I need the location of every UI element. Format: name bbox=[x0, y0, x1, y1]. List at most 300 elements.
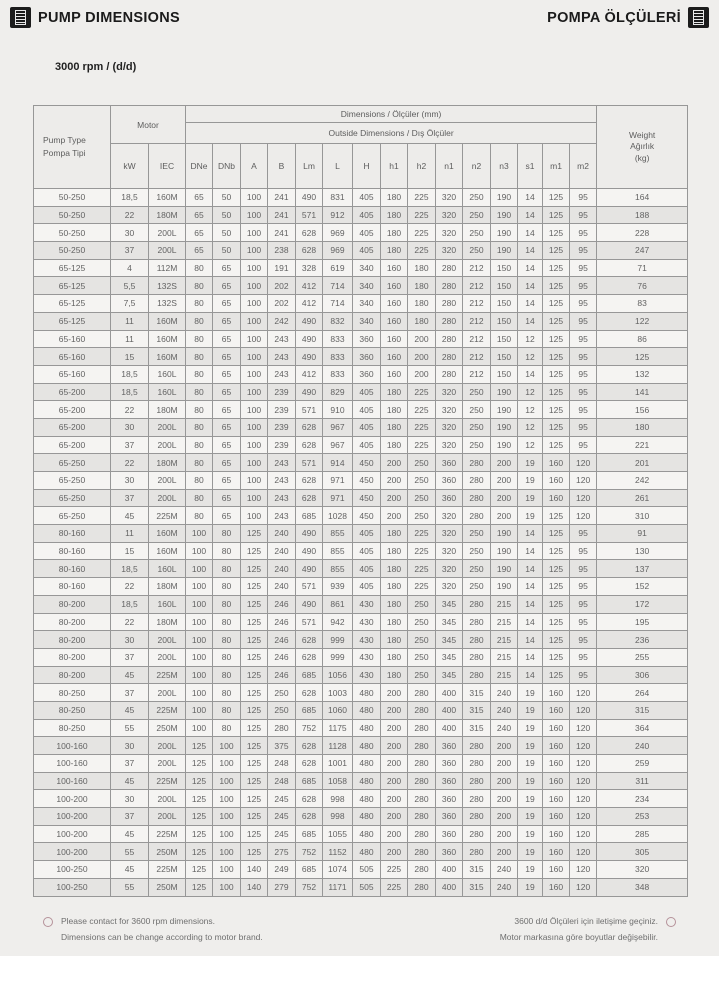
cell-pump-type: 65-160 bbox=[34, 330, 111, 348]
cell-value: 125 bbox=[543, 277, 570, 295]
table-row bbox=[34, 348, 688, 366]
cell-value: 22 bbox=[111, 613, 149, 631]
cell-value: 45 bbox=[111, 825, 149, 843]
cell-value: 11 bbox=[111, 525, 149, 543]
cell-value: 100 bbox=[241, 436, 268, 454]
cell-value: 12 bbox=[518, 401, 543, 419]
cell-value: 340 bbox=[353, 295, 381, 313]
dimensions-table-wrap bbox=[33, 105, 688, 897]
cell-value: 405 bbox=[353, 401, 381, 419]
cell-value: 160 bbox=[381, 365, 408, 383]
cell-value: 320 bbox=[436, 560, 463, 578]
cell-value: 246 bbox=[268, 631, 296, 649]
cell-value: 375 bbox=[268, 737, 296, 755]
cell-value: 160M bbox=[149, 525, 186, 543]
table-row bbox=[34, 648, 688, 666]
cell-value: 125 bbox=[186, 755, 213, 773]
cell-value: 320 bbox=[436, 206, 463, 224]
cell-value: 120 bbox=[570, 701, 597, 719]
cell-value: 490 bbox=[296, 560, 323, 578]
cell-value: 315 bbox=[463, 719, 491, 737]
cell-value: 125 bbox=[186, 790, 213, 808]
cell-value: 480 bbox=[353, 772, 381, 790]
cell-value: 200L bbox=[149, 489, 186, 507]
cell-pump-type: 65-160 bbox=[34, 348, 111, 366]
cell-value: 215 bbox=[491, 631, 518, 649]
col-header-pump-type: Pump Type Pompa Tipi bbox=[34, 106, 111, 189]
cell-value: 45 bbox=[111, 507, 149, 525]
cell-value: 140 bbox=[241, 878, 268, 896]
cell-weight: 315 bbox=[597, 701, 688, 719]
cell-value: 80 bbox=[186, 295, 213, 313]
cell-value: 100 bbox=[186, 578, 213, 596]
cell-value: 490 bbox=[296, 542, 323, 560]
cell-value: 225 bbox=[408, 206, 436, 224]
cell-value: 912 bbox=[323, 206, 353, 224]
cell-value: 65 bbox=[213, 330, 241, 348]
cell-value: 480 bbox=[353, 719, 381, 737]
cell-value: 200 bbox=[381, 843, 408, 861]
cell-pump-type: 100-200 bbox=[34, 790, 111, 808]
cell-value: 315 bbox=[463, 701, 491, 719]
cell-value: 248 bbox=[268, 772, 296, 790]
cell-value: 280 bbox=[463, 666, 491, 684]
cell-value: 685 bbox=[296, 701, 323, 719]
cell-value: 619 bbox=[323, 259, 353, 277]
cell-value: 95 bbox=[570, 542, 597, 560]
cell-value: 939 bbox=[323, 578, 353, 596]
cell-value: 280 bbox=[408, 684, 436, 702]
cell-value: 95 bbox=[570, 648, 597, 666]
cell-pump-type: 100-250 bbox=[34, 861, 111, 879]
cell-value: 80 bbox=[213, 719, 241, 737]
cell-value: 212 bbox=[463, 259, 491, 277]
cell-value: 18,5 bbox=[111, 189, 149, 207]
cell-value: 360 bbox=[436, 472, 463, 490]
cell-value: 14 bbox=[518, 631, 543, 649]
cell-value: 95 bbox=[570, 418, 597, 436]
cell-value: 100 bbox=[213, 772, 241, 790]
cell-value: 490 bbox=[296, 595, 323, 613]
cell-value: 15 bbox=[111, 348, 149, 366]
cell-value: 400 bbox=[436, 861, 463, 879]
table-row bbox=[34, 330, 688, 348]
cell-value: 80 bbox=[186, 418, 213, 436]
cell-value: 65 bbox=[213, 418, 241, 436]
cell-value: 400 bbox=[436, 719, 463, 737]
cell-value: 180M bbox=[149, 613, 186, 631]
cell-value: 280 bbox=[408, 790, 436, 808]
col-header-kw: kW bbox=[111, 144, 149, 189]
cell-value: 19 bbox=[518, 684, 543, 702]
cell-value: 280 bbox=[463, 631, 491, 649]
cell-value: 14 bbox=[518, 613, 543, 631]
col-header-n2: n2 bbox=[463, 144, 491, 189]
cell-value: 125 bbox=[543, 401, 570, 419]
page-title-tr: POMPA ÖLÇÜLERİ bbox=[547, 9, 681, 26]
cell-value: 160M bbox=[149, 330, 186, 348]
cell-value: 95 bbox=[570, 312, 597, 330]
cell-value: 100 bbox=[241, 206, 268, 224]
cell-value: 12 bbox=[518, 383, 543, 401]
cell-value: 275 bbox=[268, 843, 296, 861]
cell-weight: 195 bbox=[597, 613, 688, 631]
footer-note-tr-2: Motor markasına göre boyutlar değişebilir. bbox=[499, 932, 658, 942]
table-row bbox=[34, 224, 688, 242]
cell-value: 100 bbox=[186, 666, 213, 684]
cell-value: 430 bbox=[353, 631, 381, 649]
cell-value: 1056 bbox=[323, 666, 353, 684]
cell-value: 225 bbox=[408, 383, 436, 401]
cell-value: 150 bbox=[491, 312, 518, 330]
cell-pump-type: 80-160 bbox=[34, 578, 111, 596]
table-row bbox=[34, 825, 688, 843]
cell-value: 861 bbox=[323, 595, 353, 613]
cell-value: 1003 bbox=[323, 684, 353, 702]
cell-value: 80 bbox=[213, 648, 241, 666]
cell-value: 190 bbox=[491, 242, 518, 260]
cell-value: 250 bbox=[408, 454, 436, 472]
table-row bbox=[34, 666, 688, 684]
cell-weight: 130 bbox=[597, 542, 688, 560]
cell-weight: 86 bbox=[597, 330, 688, 348]
cell-value: 831 bbox=[323, 189, 353, 207]
cell-value: 243 bbox=[268, 507, 296, 525]
cell-value: 971 bbox=[323, 489, 353, 507]
table-row bbox=[34, 401, 688, 419]
cell-value: 320 bbox=[436, 542, 463, 560]
cell-weight: 141 bbox=[597, 383, 688, 401]
cell-value: 95 bbox=[570, 525, 597, 543]
cell-value: 345 bbox=[436, 648, 463, 666]
cell-value: 5,5 bbox=[111, 277, 149, 295]
cell-pump-type: 100-200 bbox=[34, 843, 111, 861]
cell-value: 160 bbox=[543, 755, 570, 773]
table-row bbox=[34, 701, 688, 719]
cell-value: 239 bbox=[268, 436, 296, 454]
table-row bbox=[34, 259, 688, 277]
cell-value: 22 bbox=[111, 206, 149, 224]
cell-value: 80 bbox=[186, 277, 213, 295]
cell-value: 628 bbox=[296, 242, 323, 260]
col-header-m1: m1 bbox=[543, 144, 570, 189]
cell-value: 65 bbox=[213, 436, 241, 454]
cell-value: 628 bbox=[296, 790, 323, 808]
cell-value: 243 bbox=[268, 472, 296, 490]
cell-value: 18,5 bbox=[111, 365, 149, 383]
table-row bbox=[34, 808, 688, 826]
cell-value: 250 bbox=[408, 595, 436, 613]
cell-value: 11 bbox=[111, 312, 149, 330]
cell-value: 132S bbox=[149, 277, 186, 295]
cell-value: 969 bbox=[323, 242, 353, 260]
cell-value: 100 bbox=[241, 454, 268, 472]
cell-value: 250 bbox=[408, 489, 436, 507]
cell-value: 100 bbox=[186, 684, 213, 702]
cell-value: 125 bbox=[241, 560, 268, 578]
cell-value: 180M bbox=[149, 454, 186, 472]
cell-value: 714 bbox=[323, 277, 353, 295]
cell-value: 405 bbox=[353, 436, 381, 454]
cell-value: 65 bbox=[213, 295, 241, 313]
cell-value: 19 bbox=[518, 843, 543, 861]
cell-value: 125 bbox=[543, 507, 570, 525]
cell-value: 80 bbox=[186, 365, 213, 383]
col-header-dnb: DNb bbox=[213, 144, 241, 189]
col-header-dimensions: Dimensions / Ölçüler (mm) bbox=[186, 106, 597, 123]
cell-value: 480 bbox=[353, 737, 381, 755]
cell-value: 250 bbox=[463, 242, 491, 260]
cell-value: 405 bbox=[353, 224, 381, 242]
cell-value: 160 bbox=[381, 259, 408, 277]
cell-value: 95 bbox=[570, 242, 597, 260]
cell-value: 19 bbox=[518, 772, 543, 790]
cell-value: 80 bbox=[186, 383, 213, 401]
cell-value: 280 bbox=[463, 790, 491, 808]
cell-weight: 172 bbox=[597, 595, 688, 613]
cell-value: 80 bbox=[213, 701, 241, 719]
cell-value: 80 bbox=[213, 613, 241, 631]
cell-value: 280 bbox=[436, 295, 463, 313]
cell-value: 855 bbox=[323, 525, 353, 543]
cell-value: 200 bbox=[491, 772, 518, 790]
cell-value: 241 bbox=[268, 189, 296, 207]
cell-value: 405 bbox=[353, 242, 381, 260]
cell-value: 100 bbox=[186, 525, 213, 543]
page-title-en: PUMP DIMENSIONS bbox=[38, 9, 181, 26]
cell-value: 180 bbox=[381, 525, 408, 543]
cell-value: 225 bbox=[408, 401, 436, 419]
cell-value: 360 bbox=[436, 755, 463, 773]
cell-value: 250 bbox=[463, 401, 491, 419]
cell-value: 19 bbox=[518, 825, 543, 843]
cell-weight: 132 bbox=[597, 365, 688, 383]
col-header-h2: h2 bbox=[408, 144, 436, 189]
table-row bbox=[34, 277, 688, 295]
cell-value: 405 bbox=[353, 542, 381, 560]
cell-value: 202 bbox=[268, 295, 296, 313]
cell-value: 160 bbox=[543, 878, 570, 896]
cell-value: 998 bbox=[323, 790, 353, 808]
cell-value: 65 bbox=[213, 383, 241, 401]
cell-weight: 253 bbox=[597, 808, 688, 826]
cell-value: 855 bbox=[323, 542, 353, 560]
cell-value: 160M bbox=[149, 189, 186, 207]
cell-value: 80 bbox=[186, 330, 213, 348]
cell-value: 280 bbox=[463, 648, 491, 666]
note-ring-icon bbox=[43, 917, 53, 927]
cell-value: 505 bbox=[353, 861, 381, 879]
pump-catalog-icon bbox=[10, 7, 31, 28]
cell-value: 280 bbox=[463, 472, 491, 490]
cell-value: 200 bbox=[491, 507, 518, 525]
cell-value: 250 bbox=[463, 542, 491, 560]
cell-value: 100 bbox=[241, 383, 268, 401]
cell-value: 360 bbox=[436, 843, 463, 861]
cell-value: 65 bbox=[213, 348, 241, 366]
cell-value: 65 bbox=[213, 472, 241, 490]
cell-value: 14 bbox=[518, 189, 543, 207]
col-header-lm: Lm bbox=[296, 144, 323, 189]
cell-value: 12 bbox=[518, 330, 543, 348]
cell-value: 200L bbox=[149, 808, 186, 826]
cell-value: 100 bbox=[241, 348, 268, 366]
cell-value: 180 bbox=[381, 648, 408, 666]
cell-value: 200L bbox=[149, 648, 186, 666]
cell-value: 100 bbox=[241, 312, 268, 330]
cell-value: 242 bbox=[268, 312, 296, 330]
cell-value: 80 bbox=[213, 525, 241, 543]
cell-value: 200L bbox=[149, 790, 186, 808]
cell-value: 243 bbox=[268, 330, 296, 348]
cell-pump-type: 65-200 bbox=[34, 383, 111, 401]
cell-value: 95 bbox=[570, 295, 597, 313]
cell-value: 200 bbox=[381, 701, 408, 719]
cell-weight: 234 bbox=[597, 790, 688, 808]
table-row bbox=[34, 365, 688, 383]
cell-value: 215 bbox=[491, 666, 518, 684]
cell-value: 200 bbox=[491, 808, 518, 826]
cell-value: 320 bbox=[436, 578, 463, 596]
cell-value: 400 bbox=[436, 701, 463, 719]
cell-pump-type: 80-200 bbox=[34, 631, 111, 649]
cell-value: 490 bbox=[296, 383, 323, 401]
cell-value: 180 bbox=[381, 418, 408, 436]
cell-value: 190 bbox=[491, 525, 518, 543]
cell-weight: 364 bbox=[597, 719, 688, 737]
cell-value: 125 bbox=[241, 755, 268, 773]
cell-value: 80 bbox=[213, 578, 241, 596]
cell-value: 405 bbox=[353, 578, 381, 596]
cell-value: 752 bbox=[296, 843, 323, 861]
cell-value: 95 bbox=[570, 613, 597, 631]
cell-value: 55 bbox=[111, 719, 149, 737]
cell-value: 225M bbox=[149, 861, 186, 879]
cell-value: 125 bbox=[241, 737, 268, 755]
cell-value: 95 bbox=[570, 259, 597, 277]
cell-value: 967 bbox=[323, 418, 353, 436]
cell-value: 180 bbox=[408, 312, 436, 330]
cell-value: 160 bbox=[543, 454, 570, 472]
cell-value: 180 bbox=[408, 295, 436, 313]
cell-value: 180 bbox=[408, 259, 436, 277]
cell-value: 14 bbox=[518, 295, 543, 313]
cell-value: 280 bbox=[408, 737, 436, 755]
cell-value: 248 bbox=[268, 755, 296, 773]
cell-value: 100 bbox=[213, 790, 241, 808]
cell-value: 490 bbox=[296, 330, 323, 348]
cell-value: 320 bbox=[436, 224, 463, 242]
cell-value: 65 bbox=[186, 224, 213, 242]
cell-value: 360 bbox=[353, 330, 381, 348]
cell-weight: 228 bbox=[597, 224, 688, 242]
cell-value: 80 bbox=[186, 401, 213, 419]
cell-value: 490 bbox=[296, 189, 323, 207]
cell-value: 125 bbox=[543, 259, 570, 277]
cell-value: 400 bbox=[436, 878, 463, 896]
cell-value: 571 bbox=[296, 613, 323, 631]
cell-value: 45 bbox=[111, 666, 149, 684]
cell-value: 160L bbox=[149, 595, 186, 613]
cell-value: 280 bbox=[463, 737, 491, 755]
cell-value: 37 bbox=[111, 436, 149, 454]
cell-value: 125 bbox=[241, 525, 268, 543]
cell-value: 160L bbox=[149, 383, 186, 401]
cell-value: 160M bbox=[149, 312, 186, 330]
cell-value: 180 bbox=[381, 613, 408, 631]
cell-value: 245 bbox=[268, 790, 296, 808]
table-row bbox=[34, 684, 688, 702]
cell-value: 833 bbox=[323, 330, 353, 348]
cell-value: 243 bbox=[268, 365, 296, 383]
cell-value: 250 bbox=[408, 613, 436, 631]
cell-value: 150 bbox=[491, 348, 518, 366]
cell-value: 212 bbox=[463, 365, 491, 383]
cell-value: 14 bbox=[518, 595, 543, 613]
cell-value: 450 bbox=[353, 507, 381, 525]
cell-value: 65 bbox=[213, 312, 241, 330]
cell-value: 450 bbox=[353, 472, 381, 490]
cell-value: 999 bbox=[323, 648, 353, 666]
cell-value: 19 bbox=[518, 808, 543, 826]
cell-value: 19 bbox=[518, 719, 543, 737]
cell-weight: 164 bbox=[597, 189, 688, 207]
cell-weight: 242 bbox=[597, 472, 688, 490]
cell-weight: 71 bbox=[597, 259, 688, 277]
cell-value: 280 bbox=[408, 719, 436, 737]
cell-weight: 285 bbox=[597, 825, 688, 843]
cell-value: 246 bbox=[268, 648, 296, 666]
cell-value: 280 bbox=[436, 330, 463, 348]
cell-value: 320 bbox=[436, 525, 463, 543]
cell-value: 280 bbox=[408, 808, 436, 826]
cell-value: 240 bbox=[491, 861, 518, 879]
cell-value: 685 bbox=[296, 507, 323, 525]
cell-value: 100 bbox=[241, 189, 268, 207]
cell-value: 125 bbox=[543, 383, 570, 401]
cell-value: 80 bbox=[186, 348, 213, 366]
cell-value: 855 bbox=[323, 560, 353, 578]
cell-value: 180 bbox=[381, 560, 408, 578]
cell-value: 405 bbox=[353, 560, 381, 578]
cell-value: 967 bbox=[323, 436, 353, 454]
cell-value: 212 bbox=[463, 348, 491, 366]
cell-value: 243 bbox=[268, 489, 296, 507]
cell-value: 80 bbox=[186, 259, 213, 277]
cell-value: 65 bbox=[213, 507, 241, 525]
cell-value: 125 bbox=[241, 772, 268, 790]
cell-value: 80 bbox=[186, 436, 213, 454]
cell-value: 628 bbox=[296, 436, 323, 454]
cell-pump-type: 100-250 bbox=[34, 878, 111, 896]
cell-value: 150 bbox=[491, 277, 518, 295]
cell-pump-type: 65-125 bbox=[34, 312, 111, 330]
cell-pump-type: 80-250 bbox=[34, 719, 111, 737]
cell-pump-type: 65-250 bbox=[34, 454, 111, 472]
cell-value: 190 bbox=[491, 224, 518, 242]
cell-value: 112M bbox=[149, 259, 186, 277]
cell-value: 942 bbox=[323, 613, 353, 631]
cell-weight: 152 bbox=[597, 578, 688, 596]
cell-value: 37 bbox=[111, 648, 149, 666]
cell-value: 752 bbox=[296, 878, 323, 896]
cell-value: 280 bbox=[408, 772, 436, 790]
cell-value: 45 bbox=[111, 772, 149, 790]
cell-value: 65 bbox=[186, 189, 213, 207]
cell-value: 180M bbox=[149, 206, 186, 224]
cell-value: 95 bbox=[570, 206, 597, 224]
cell-weight: 310 bbox=[597, 507, 688, 525]
